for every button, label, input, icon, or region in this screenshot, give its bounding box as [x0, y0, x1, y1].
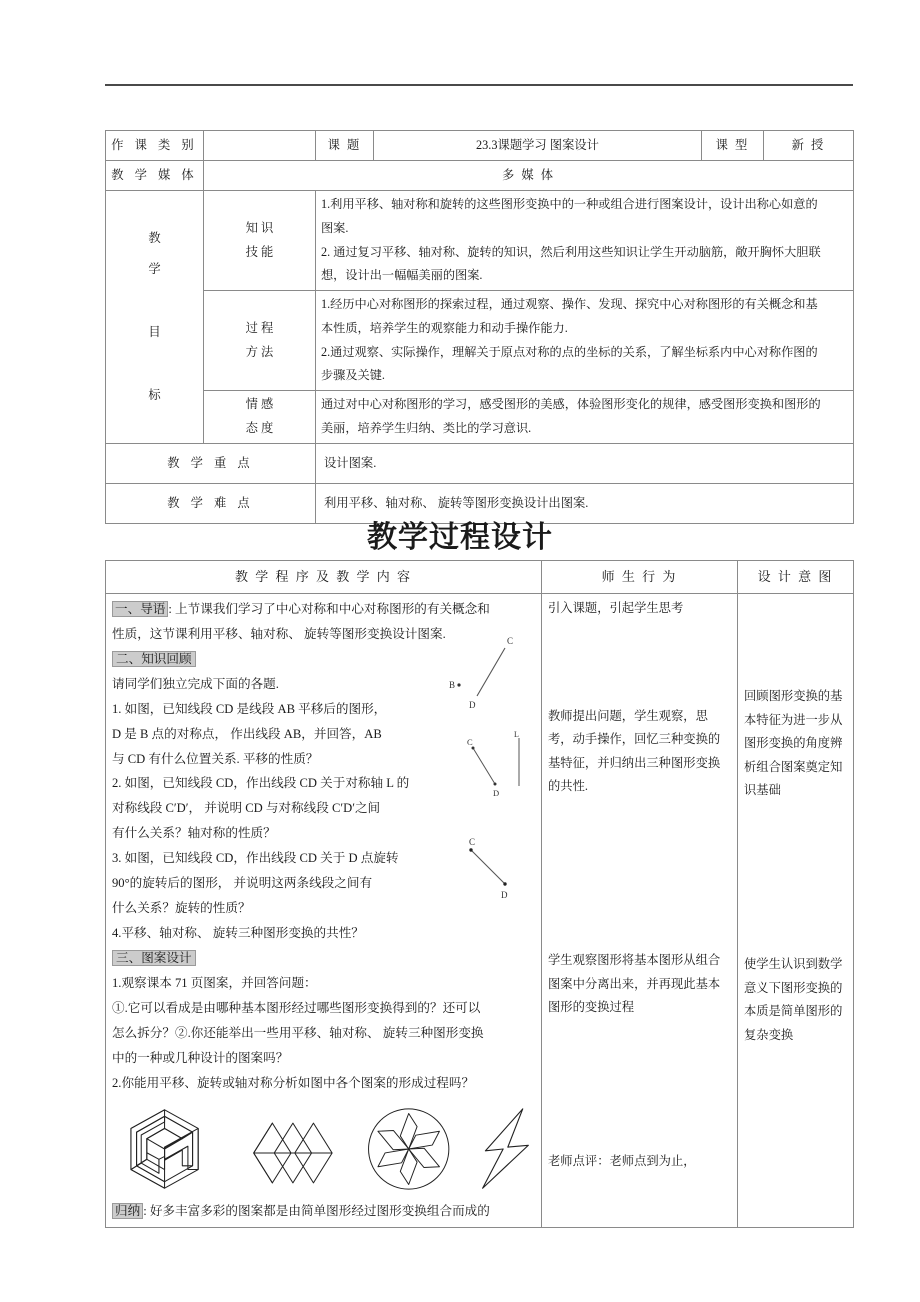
- process-method-label: [204, 291, 316, 391]
- behavior-item-4: 老师点评：老师点到为止，: [548, 1153, 696, 1168]
- knowledge-skill-text-2: 图案.: [321, 220, 349, 235]
- table-row: [106, 594, 854, 1228]
- teaching-media-label: 教 学 媒 体: [106, 161, 204, 191]
- section-1-line2: 性质，这节课利用平移、轴对称、 旋转等图形变换设计图案.: [112, 626, 446, 641]
- design-intent-cell: [738, 594, 854, 1228]
- col-header-intent: 设 计 意 图: [738, 561, 854, 594]
- teaching-process-table: [105, 560, 854, 1228]
- section-3-line2: ①.它可以看成是由哪种基本图形经过哪些图形变换得到的？还可以: [112, 1000, 481, 1015]
- figure-label-c: C: [469, 837, 476, 847]
- translation-segment-figure: [443, 622, 535, 722]
- table-row: [106, 561, 854, 594]
- question-2-line1: 2. 如图，已知线段 CD，作出线段 CD 关于对称轴 L 的: [112, 776, 410, 791]
- table-row: [106, 444, 854, 484]
- pattern-figures-row: [112, 1101, 535, 1197]
- difficulty-value: 利用平移、轴对称、 旋转等图形变换设计出图案.: [316, 484, 854, 524]
- section-3-tag: 三、图案设计: [112, 950, 196, 966]
- section-1-tag: 一、导语: [112, 601, 168, 617]
- emotion-attitude-label: [204, 391, 316, 444]
- objectives-label: [106, 191, 204, 444]
- knowledge-skill-line2: 技 能: [245, 244, 274, 259]
- lesson-info-table: [105, 130, 854, 524]
- question-3-line1: 3. 如图，已知线段 CD，作出线段 CD 关于 D 点旋转: [112, 851, 399, 866]
- teaching-media-value: 多 媒 体: [204, 161, 854, 191]
- figure-label-d: D: [469, 700, 476, 710]
- knowledge-skill-label: [204, 191, 316, 291]
- section-3-line3: 怎么拆分？②.你还能举出一些用平移、轴对称、 旋转三种图形变换: [112, 1025, 484, 1040]
- summary-row: [112, 1199, 535, 1224]
- table-row: [106, 131, 854, 161]
- diamond-strip-pattern-icon: [235, 1109, 340, 1197]
- teaching-content-cell: [106, 594, 542, 1228]
- figure-label-b: B: [449, 680, 456, 690]
- summary-tag: 归纳: [112, 1203, 143, 1219]
- emotion-attitude-text-1: 通过对中心对称图形的学习，感受图形的美感，体验图形变化的规律，感受图形变换和图形的: [321, 397, 821, 412]
- figure-label-d: D: [501, 890, 508, 900]
- process-method-text-1: 1.经历中心对称图形的探索过程，通过观察、操作、发现、探究中心对称图形的有关概念和基: [321, 297, 818, 312]
- figure-label-c: C: [507, 636, 514, 646]
- figure-label-l: L: [514, 730, 519, 739]
- process-method-text-3: 2.通过观察、实际操作，理解关于原点对称的点的坐标的关系，了解坐标系内中心对称作图的: [321, 344, 818, 359]
- section-3-tag-row: [112, 946, 535, 971]
- behavior-item-1: 引入课题，引起学生思考: [548, 601, 684, 615]
- behavior-spacer-3: [548, 1020, 731, 1150]
- section-3-line1: 1.观察课本 71 页图案，并回答问题：: [112, 975, 317, 990]
- emotion-attitude-line1: 情 感: [245, 397, 274, 412]
- knowledge-skill-text-3: 2. 通过复习平移、轴对称、旋转的知识，然后利用这些知识让学生开动脑筋，敞开胸怀大胆联: [321, 244, 821, 259]
- process-method-text-2: 本性质，培养学生的观察能力和动手操作能力.: [321, 320, 568, 335]
- course-category-value: [204, 131, 316, 161]
- interlocking-hexagon-pattern-icon: [116, 1101, 213, 1197]
- page-title: 教学过程设计: [367, 521, 553, 554]
- behavior-spacer-2: [548, 799, 731, 949]
- lightning-bolt-pattern-icon: [477, 1101, 535, 1197]
- intent-spacer-2: [744, 803, 847, 953]
- section-2-intro: 请同学们独立完成下面的各题.: [112, 676, 279, 691]
- process-method-content: [316, 291, 854, 391]
- question-4: 4.平移、轴对称、 旋转三种图形变换的共性？: [112, 925, 364, 940]
- section-intro: [112, 597, 535, 622]
- col-header-behavior: 师 生 行 为: [542, 561, 738, 594]
- page-header-rule: [105, 84, 853, 86]
- course-type-value: 新 授: [764, 131, 854, 161]
- emotion-attitude-content: [316, 391, 854, 444]
- knowledge-skill-line1: 知 识: [245, 220, 274, 235]
- knowledge-skill-content: [316, 191, 854, 291]
- course-category-label: 作 课 类 别: [106, 131, 204, 161]
- rotation-segment-figure: [443, 832, 535, 918]
- question-1-line1: 1. 如图，已知线段 CD 是线段 AB 平移后的图形，: [112, 701, 387, 716]
- table-row: [106, 291, 854, 391]
- question-3-line2: 90°的旋转后的图形， 并说明这两条线段之间有: [112, 876, 373, 891]
- question-3-line3: 什么关系？旋转的性质？: [112, 901, 251, 916]
- difficulty-label: 教 学 难 点: [106, 484, 316, 524]
- topic-label: 课 题: [316, 131, 374, 161]
- question-2-line3: 有什么关系？轴对称的性质？: [112, 826, 276, 841]
- emotion-attitude-line2: 态 度: [245, 421, 274, 436]
- axial-symmetry-figure: [443, 730, 535, 808]
- process-method-line2: 方 法: [245, 344, 274, 359]
- question-2-line2: 对称线段 C′D′， 并说明 CD 与对称线段 C′D′之间: [112, 801, 381, 816]
- intent-item-2: 使学生认识到数学意义下图形变换的本质是简单图形的复杂变换: [744, 957, 843, 1042]
- knowledge-skill-text-4: 想，设计出一幅幅美丽的图案.: [321, 268, 483, 283]
- process-method-line1: 过 程: [245, 320, 274, 335]
- course-type-label: 课 型: [702, 131, 764, 161]
- col-header-content: 教 学 程 序 及 教 学 内 容: [106, 561, 542, 594]
- intent-spacer-1: [744, 597, 847, 685]
- emotion-attitude-text-2: 美丽，培养学生归纳、类比的学习意识.: [321, 421, 532, 436]
- six-petal-flower-in-circle-pattern-icon: [362, 1101, 455, 1197]
- question-1-line2: D 是 B 点的对称点， 作出线段 AB，并回答，AB: [112, 726, 382, 741]
- question-1-line3: 与 CD 有什么位置关系. 平移的性质？: [112, 751, 319, 766]
- process-method-text-4: 步骤及关键.: [321, 368, 385, 383]
- behavior-item-2: 教师提出问题，学生观察，思考，动手操作，回忆三种变换的基特征，并归纳出三种图形变换的共性.: [548, 708, 721, 794]
- table-row: [106, 161, 854, 191]
- knowledge-skill-text-1: 1.利用平移、轴对称和旋转的这些图形变换中的一种或组合进行图案设计，设计出称心如意的: [321, 197, 818, 211]
- section-3-line5: 2.你能用平移、旋转或轴对称分析如图中各个图案的形成过程吗？: [112, 1075, 475, 1090]
- behavior-spacer-1: [548, 621, 731, 705]
- topic-value: 23.3课题学习 图案设计: [374, 131, 702, 161]
- objectives-label-text: 教 学 目 标: [148, 231, 161, 402]
- behavior-item-3: 学生观察图形将基本图形从组合图案中分离出来，并再现此基本图形的变换过程: [548, 953, 721, 1015]
- figure-label-c: C: [467, 737, 473, 747]
- summary-text: : 好多丰富多彩的图案都是由简单图形经过图形变换组合而成的: [143, 1204, 490, 1219]
- key-point-label: 教 学 重 点: [106, 444, 316, 484]
- figure-label-d: D: [493, 788, 500, 798]
- section-3-line4: 中的一种或几种设计的图案吗？: [112, 1050, 289, 1065]
- section-2-tag: 二、知识回顾: [112, 651, 196, 667]
- section-1-text: : 上节课我们学习了中心对称和中心对称图形的有关概念和: [168, 602, 490, 616]
- key-point-value: 设计图案.: [316, 444, 854, 484]
- intent-item-1: 回顾图形变换的基本特征为进一步从图形变换的角度辨析组合图案奠定知识基础: [744, 689, 843, 798]
- teacher-student-behavior-cell: [542, 594, 738, 1228]
- table-row: [106, 391, 854, 444]
- table-row: [106, 191, 854, 291]
